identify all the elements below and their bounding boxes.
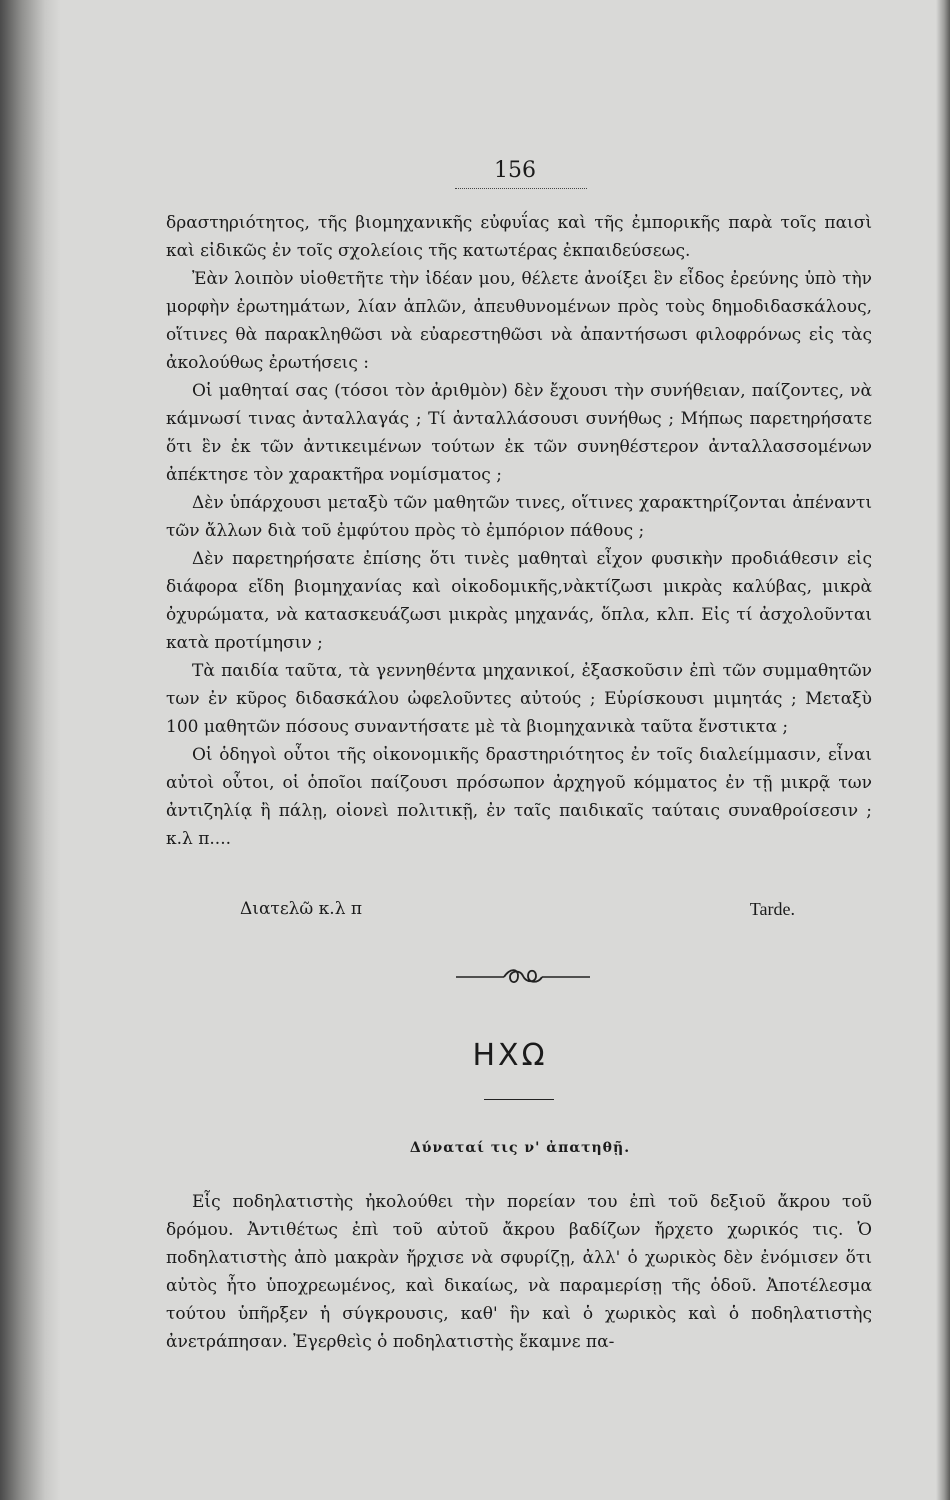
ornament-divider-icon bbox=[454, 966, 592, 986]
author-signature: Tarde. bbox=[749, 899, 795, 919]
paragraph: Δὲν ὑπάρχουσι μεταξὺ τῶν μαθητῶν τινες, οἵτινες χαρακτηρίζονται ἀπέναντι τῶν ἄλλων διὰ τοῦ ἐμφύτου πρὸς τὸ ἐμπόριον πάθους ; bbox=[166, 493, 872, 541]
page-number-rule bbox=[455, 188, 587, 189]
paragraph: Ἐὰν λοιπὸν υἱοθετῆτε τὴν ἰδέαν μου, θέλετε ἀνοίξει ἓν εἶδος ἐρεύνης ὑπὸ τὴν μορφὴν ἐρωτημάτων, λίαν ἁπλῶν, ἀπευθυνομένων πρὸς τοὺς δημοδιδασκάλους, οἵτινες θὰ παρακληθῶσι νὰ εὐαρεστηθῶσι νὰ ἀπαντήσωσι φιλοφρόνως εἰς τὰς ἀκολούθως ἐρωτήσεις : bbox=[166, 269, 872, 373]
paragraph: Εἷς ποδηλατιστὴς ἠκολούθει τὴν πορείαν του ἐπὶ τοῦ δεξιοῦ ἄκρου τοῦ δρόμου. Ἀντιθέτως ἐπὶ τοῦ αὐτοῦ ἄκρου βαδίζων ἤρχετο χωρικός τις. Ὁ ποδηλατιστὴς ἀπὸ μακρὰν ἤρχισε νὰ σφυρίζῃ, ἀλλ' ὁ χωρικὸς δὲν ἐνόμισεν ὅτι αὐτὸς ἦτο ὑποχρεωμένος, καὶ δικαίως, νὰ παραμερίσῃ τῆς ὁδοῦ. Ἀποτέλεσμα τούτου ὑπῆρξεν ἡ σύγκρουσις, καθ' ἣν καὶ ὁ χωρικὸς καὶ ὁ ποδηλατιστὴς ἀνετράπησαν. Ἐγερθεὶς ὁ ποδηλατιστὴς ἔκαμνε πα- bbox=[166, 1192, 872, 1352]
closing-formula: Διατελῶ κ.λ π bbox=[240, 899, 363, 919]
section-title: ΗΧΩ bbox=[472, 1038, 548, 1073]
page-binding-shadow bbox=[0, 0, 60, 1500]
paragraph: Οἱ μαθηταί σας (τόσοι τὸν ἀριθμὸν) δὲν ἔχουσι τὴν συνήθειαν, παίζοντες, νὰ κάμνωσί τινας ἀνταλλαγάς ; Τί ἀνταλλάσουσι συνήθως ; Μήπως παρετηρήσατε ὅτι ἓν ἐκ τῶν ἀντικειμένων τούτων ἐκ τῶν συνηθέστερον ἀνταλλασσομένων ἀπέκτησε τὸν χαρακτῆρα νομίσματος ; bbox=[166, 381, 872, 485]
article-body bbox=[166, 209, 872, 853]
paragraph: δραστηριότητος, τῆς βιομηχανικῆς εὐφυΐας καὶ τῆς ἐμπορικῆς παρὰ τοῖς παισὶ καὶ εἰδικῶς ἐν τοῖς σχολείοις τῆς κατωτέρας ἐκπαιδεύσεως. bbox=[166, 213, 872, 261]
article-heading: Δύναταί τις ν' ἀπατηθῇ. bbox=[409, 1140, 631, 1156]
page-number: 156 bbox=[494, 158, 536, 183]
paragraph: Δὲν παρετηρήσατε ἐπίσης ὅτι τινὲς μαθηταὶ εἶχον φυσικὴν προδιάθεσιν εἰς διάφορα εἴδη βιομηχανίας καὶ οἰκοδομικῆς,νὰκτίζωσι μικρὰς καλύβας, μικρὰ ὀχυρώματα, νὰ κατασκευάζωσι μικρὰς μηχανάς, ὅπλα, κλπ. Εἰς τί ἀσχολοῦνται κατὰ προτίμησιν ; bbox=[166, 549, 872, 653]
paragraph: Οἱ ὁδηγοὶ οὗτοι τῆς οἰκονομικῆς δραστηριότητος ἐν τοῖς διαλείμμασιν, εἶναι αὐτοὶ οὗτοι, οἱ ὁποῖοι παίζουσι πρόσωπον ἀρχηγοῦ κόμματος ἐν τῇ μικρᾷ των ἀντιζηλίᾳ ἢ πάλῃ, οἱονεὶ πολιτικῇ, ἐν ταῖς παιδικαῖς ταύταις συναθροίσεσιν ; κ.λ π.... bbox=[166, 745, 872, 849]
paragraph: Τὰ παιδία ταῦτα, τὰ γεννηθέντα μηχανικοί, ἐξασκοῦσιν ἐπὶ τῶν συμμαθητῶν των ἐν κῦρος διδασκάλου ὠφελοῦντες αὐτούς ; Εὑρίσκουσι μιμητάς ; Μεταξὺ 100 μαθητῶν πόσους συναντήσατε μὲ τὰ βιομηχανικὰ ταῦτα ἔνστικτα ; bbox=[166, 661, 872, 737]
article-body bbox=[166, 1188, 872, 1356]
section-title-rule bbox=[484, 1099, 554, 1100]
page-edge-shadow bbox=[936, 0, 950, 1500]
